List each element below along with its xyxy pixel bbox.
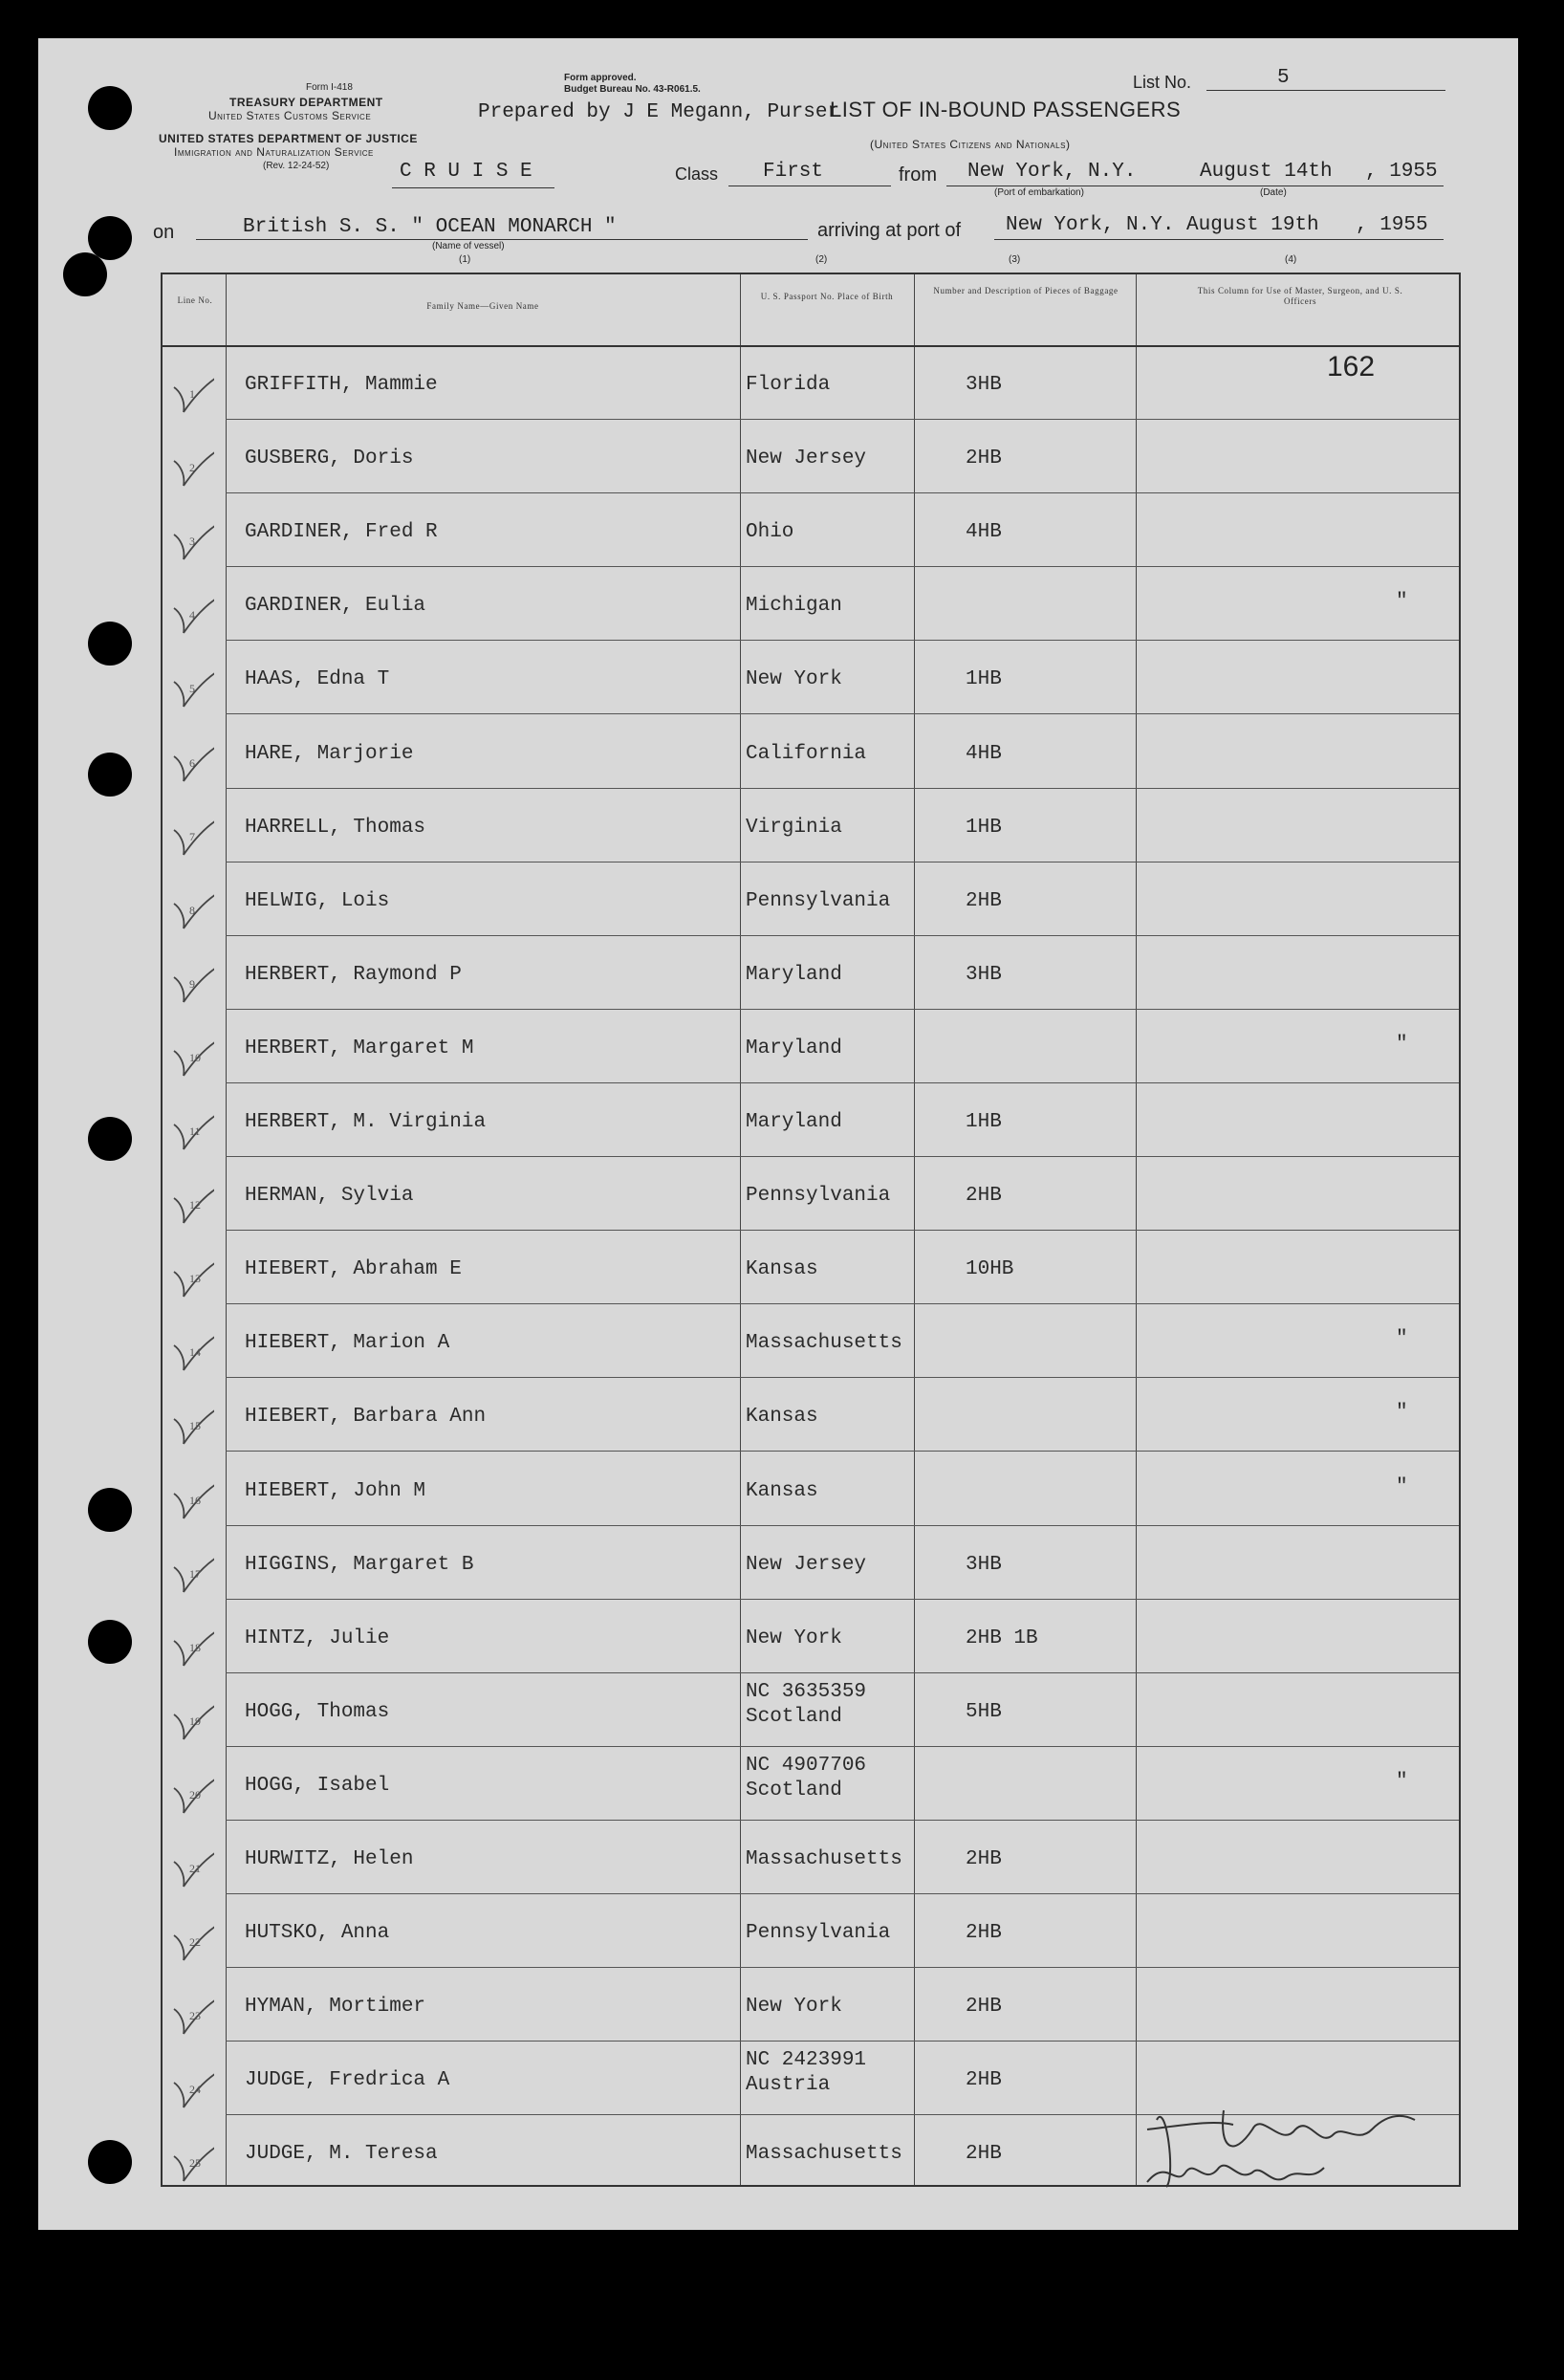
check-mark-icon [157, 1385, 214, 1452]
birth-place: NC 2423991 Austria [746, 2049, 867, 2097]
baggage-count: 1HB [966, 816, 1002, 839]
line-number: 6 [189, 755, 195, 770]
table-row [163, 345, 1459, 419]
line-number: 2 [189, 461, 195, 475]
passenger-name: GARDINER, Eulia [245, 595, 426, 618]
budget-bureau: Budget Bureau No. 43-R061.5. [564, 84, 701, 95]
check-mark-icon [157, 426, 214, 493]
birth-place: NC 3635359 Scotland [746, 1680, 867, 1728]
check-mark-icon [157, 1827, 214, 1894]
line-number: 24 [189, 2083, 201, 2097]
passenger-name: HIEBERT, Abraham E [245, 1258, 462, 1281]
table-row [163, 1156, 1459, 1230]
check-mark-icon [157, 1237, 214, 1304]
from-label: from [899, 164, 937, 186]
check-mark-icon [157, 2048, 214, 2115]
check-mark-icon [157, 1016, 214, 1083]
passenger-name: GUSBERG, Doris [245, 448, 414, 470]
table-row [163, 1303, 1459, 1377]
baggage-count: 2HB [966, 448, 1002, 470]
check-mark-icon [157, 1901, 214, 1968]
prepared-by: Prepared by J E Megann, Purser [478, 101, 840, 123]
officer-signature [1128, 2091, 1434, 2196]
baggage-count: 3HB [966, 1553, 1002, 1576]
passenger-name: JUDGE, M. Teresa [245, 2143, 438, 2166]
passenger-name: HURWITZ, Helen [245, 1848, 414, 1870]
col1-marker: (1) [459, 254, 471, 265]
check-mark-icon [157, 500, 214, 567]
port-of-embarkation: New York, N.Y. [967, 161, 1137, 183]
birth-place: Kansas [746, 1406, 818, 1429]
table-row [163, 1525, 1459, 1599]
birth-place: Maryland [746, 1111, 842, 1133]
passenger-name: HARE, Marjorie [245, 742, 414, 765]
table-row [163, 1672, 1459, 1746]
birth-place: Kansas [746, 1479, 818, 1502]
passenger-name: HUTSKO, Anna [245, 1922, 390, 1945]
form-approved: Form approved. [564, 73, 637, 83]
date-caption: (Date) [1260, 187, 1287, 198]
birth-place: New York [746, 668, 842, 691]
check-mark-icon [157, 1606, 214, 1673]
baggage-count: 2HB [966, 2069, 1002, 2092]
passenger-name: HIEBERT, John M [245, 1479, 426, 1502]
birth-place: Maryland [746, 963, 842, 986]
ditto-mark: " [1396, 591, 1408, 614]
table-row [163, 862, 1459, 935]
passenger-name: HOGG, Isabel [245, 1774, 390, 1797]
check-mark-icon [157, 869, 214, 936]
table-row [163, 492, 1459, 566]
line-number: 8 [189, 903, 195, 917]
page-number: 162 [1327, 351, 1376, 382]
check-mark-icon [157, 1164, 214, 1231]
ditto-mark: " [1396, 1033, 1408, 1056]
line-number: 15 [189, 1419, 201, 1433]
table-row [163, 1452, 1459, 1525]
passenger-name: HYMAN, Mortimer [245, 1996, 426, 2019]
baggage-count: 3HB [966, 374, 1002, 396]
check-mark-icon [157, 1533, 214, 1600]
table-row [163, 640, 1459, 713]
birth-place: New York [746, 1627, 842, 1649]
arriving-label: arriving at port of [817, 220, 962, 241]
table-row [163, 788, 1459, 862]
arrival-port: New York, N.Y. August 19th [1006, 214, 1319, 236]
passenger-name: HERMAN, Sylvia [245, 1185, 414, 1208]
check-mark-icon [157, 722, 214, 789]
list-title: LIST OF IN-BOUND PASSENGERS [830, 98, 1182, 121]
baggage-count: 4HB [966, 521, 1002, 544]
header-passport: U. S. Passport No. Place of Birth [760, 292, 894, 301]
check-mark-icon [157, 1311, 214, 1378]
table-row [163, 1820, 1459, 1893]
check-mark-icon [157, 1975, 214, 2042]
ditto-mark: " [1396, 1475, 1408, 1498]
line-number: 25 [189, 2156, 201, 2171]
baggage-count: 10HB [966, 1258, 1014, 1281]
col3-marker: (3) [1009, 254, 1021, 265]
check-mark-icon [157, 353, 214, 420]
vessel-caption: (Name of vessel) [432, 241, 505, 251]
check-mark-icon [157, 1680, 214, 1747]
table-row [163, 1599, 1459, 1672]
line-number: 11 [189, 1124, 201, 1138]
line-number: 21 [189, 1862, 201, 1875]
passenger-name: GARDINER, Fred R [245, 521, 438, 544]
birth-place: California [746, 742, 867, 765]
line-number: 22 [189, 1935, 201, 1950]
birth-place: Massachusetts [746, 2143, 902, 2166]
passenger-name: JUDGE, Fredrica A [245, 2069, 450, 2092]
check-mark-icon [157, 2122, 214, 2189]
header-line-no: Line No. [177, 295, 213, 305]
col2-marker: (2) [815, 254, 828, 265]
birth-place: NC 4907706 Scotland [746, 1754, 867, 1801]
passenger-name: HERBERT, Raymond P [245, 963, 462, 986]
birth-place: Maryland [746, 1037, 842, 1059]
table-row [163, 1009, 1459, 1082]
baggage-count: 2HB [966, 1848, 1002, 1870]
punch-hole [88, 1117, 132, 1161]
birth-place: Michigan [746, 595, 842, 618]
line-number: 12 [189, 1198, 201, 1212]
birth-place: New Jersey [746, 1553, 867, 1576]
baggage-count: 2HB [966, 889, 1002, 912]
baggage-count: 3HB [966, 963, 1002, 986]
passenger-name: HINTZ, Julie [245, 1627, 390, 1649]
punch-hole [88, 753, 132, 797]
table-row [163, 714, 1459, 788]
punch-hole [88, 622, 132, 666]
baggage-count: 2HB [966, 1185, 1002, 1208]
birth-place: Massachusetts [746, 1332, 902, 1355]
immigration-service: Immigration and Naturalization Service [174, 145, 374, 159]
table-row [163, 1893, 1459, 1967]
table-row [163, 1967, 1459, 2041]
baggage-count: 2HB 1B [966, 1627, 1038, 1649]
birth-place: Pennsylvania [746, 889, 891, 912]
passenger-name: HIEBERT, Barbara Ann [245, 1406, 487, 1429]
list-no-value: 5 [1277, 67, 1290, 89]
header-baggage: Number and Description of Pieces of Baggage [933, 286, 1119, 295]
line-number: 20 [189, 1787, 201, 1801]
check-mark-icon [157, 1090, 214, 1157]
passenger-name: HARRELL, Thomas [245, 816, 426, 839]
birth-place: New York [746, 1996, 842, 2019]
table-row [163, 1746, 1459, 1820]
line-number: 18 [189, 1640, 201, 1654]
on-label: on [153, 222, 175, 243]
passenger-name: HOGG, Thomas [245, 1700, 390, 1723]
check-mark-icon [157, 1754, 214, 1821]
punch-hole [88, 1488, 132, 1532]
departure-year: , 1955 [1365, 161, 1438, 183]
vessel-name: British S. S. " OCEAN MONARCH " [243, 216, 617, 238]
cruise-stamp: C R U I S E [400, 161, 532, 183]
line-number: 19 [189, 1714, 201, 1728]
ditto-mark: " [1396, 1328, 1408, 1351]
table-row [163, 935, 1459, 1009]
ditto-mark: " [1396, 1402, 1408, 1425]
line-number: 5 [189, 682, 195, 696]
line-number: 10 [189, 1050, 201, 1064]
baggage-count: 5HB [966, 1700, 1002, 1723]
check-mark-icon [157, 574, 214, 641]
line-number: 9 [189, 976, 195, 991]
table-row [163, 1082, 1459, 1156]
class-value: First [763, 161, 824, 183]
ditto-mark: " [1396, 1770, 1408, 1793]
birth-place: Pennsylvania [746, 1922, 891, 1945]
line-number: 17 [189, 1566, 201, 1581]
birth-place: Florida [746, 374, 831, 396]
customs-service: United States Customs Service [208, 109, 372, 122]
passenger-name: HIEBERT, Marion A [245, 1332, 450, 1355]
justice-department: UNITED STATES DEPARTMENT OF JUSTICE [159, 132, 418, 145]
punch-hole [88, 1620, 132, 1664]
baggage-count: 2HB [966, 2143, 1002, 2166]
check-mark-icon [157, 1459, 214, 1526]
passenger-name: HELWIG, Lois [245, 889, 390, 912]
passenger-table [161, 273, 1461, 2187]
passenger-name: HIGGINS, Margaret B [245, 1553, 474, 1576]
line-number: 13 [189, 1272, 201, 1286]
table-row [163, 566, 1459, 640]
table-row [163, 1377, 1459, 1451]
passenger-name: GRIFFITH, Mammie [245, 374, 438, 396]
check-mark-icon [157, 943, 214, 1010]
line-number: 1 [189, 387, 195, 401]
header-family-name: Family Name—Given Name [426, 301, 539, 311]
check-mark-icon [157, 647, 214, 714]
port-embarkation-caption: (Port of embarkation) [994, 187, 1084, 198]
line-number: 16 [189, 1493, 201, 1507]
form-revision: (Rev. 12-24-52) [263, 161, 330, 171]
birth-place: Kansas [746, 1258, 818, 1281]
line-number: 23 [189, 2009, 201, 2023]
line-number: 14 [189, 1345, 201, 1360]
col4-marker: (4) [1285, 254, 1297, 265]
baggage-count: 1HB [966, 668, 1002, 691]
line-number: 3 [189, 535, 195, 549]
list-no-label: List No. [1133, 73, 1192, 92]
passenger-name: HERBERT, M. Virginia [245, 1111, 487, 1133]
baggage-count: 2HB [966, 1922, 1002, 1945]
list-subtitle: (United States Citizens and Nationals) [870, 138, 1071, 151]
departure-date: August 14th [1200, 161, 1333, 183]
arrival-year: , 1955 [1356, 214, 1428, 236]
birth-place: New Jersey [746, 448, 867, 470]
line-number: 4 [189, 608, 195, 622]
baggage-count: 4HB [966, 742, 1002, 765]
form-number: Form I-418 [306, 82, 353, 93]
passenger-name: HERBERT, Margaret M [245, 1037, 474, 1059]
birth-place: Virginia [746, 816, 842, 839]
table-row [163, 1230, 1459, 1303]
passenger-name: HAAS, Edna T [245, 668, 390, 691]
punch-hole [63, 252, 107, 296]
baggage-count: 1HB [966, 1111, 1002, 1133]
punch-hole [88, 216, 132, 260]
birth-place: Ohio [746, 521, 794, 544]
table-row [163, 419, 1459, 492]
punch-hole [88, 86, 132, 130]
check-mark-icon [157, 796, 214, 862]
line-number: 7 [189, 829, 195, 843]
birth-place: Massachusetts [746, 1848, 902, 1870]
punch-hole [88, 2140, 132, 2184]
header-officers: This Column for Use of Master, Surgeon, and U. S. Officers [1197, 286, 1403, 306]
treasury-department: TREASURY DEPARTMENT [229, 96, 383, 109]
baggage-count: 2HB [966, 1996, 1002, 2019]
class-label: Class [675, 164, 719, 184]
birth-place: Pennsylvania [746, 1185, 891, 1208]
